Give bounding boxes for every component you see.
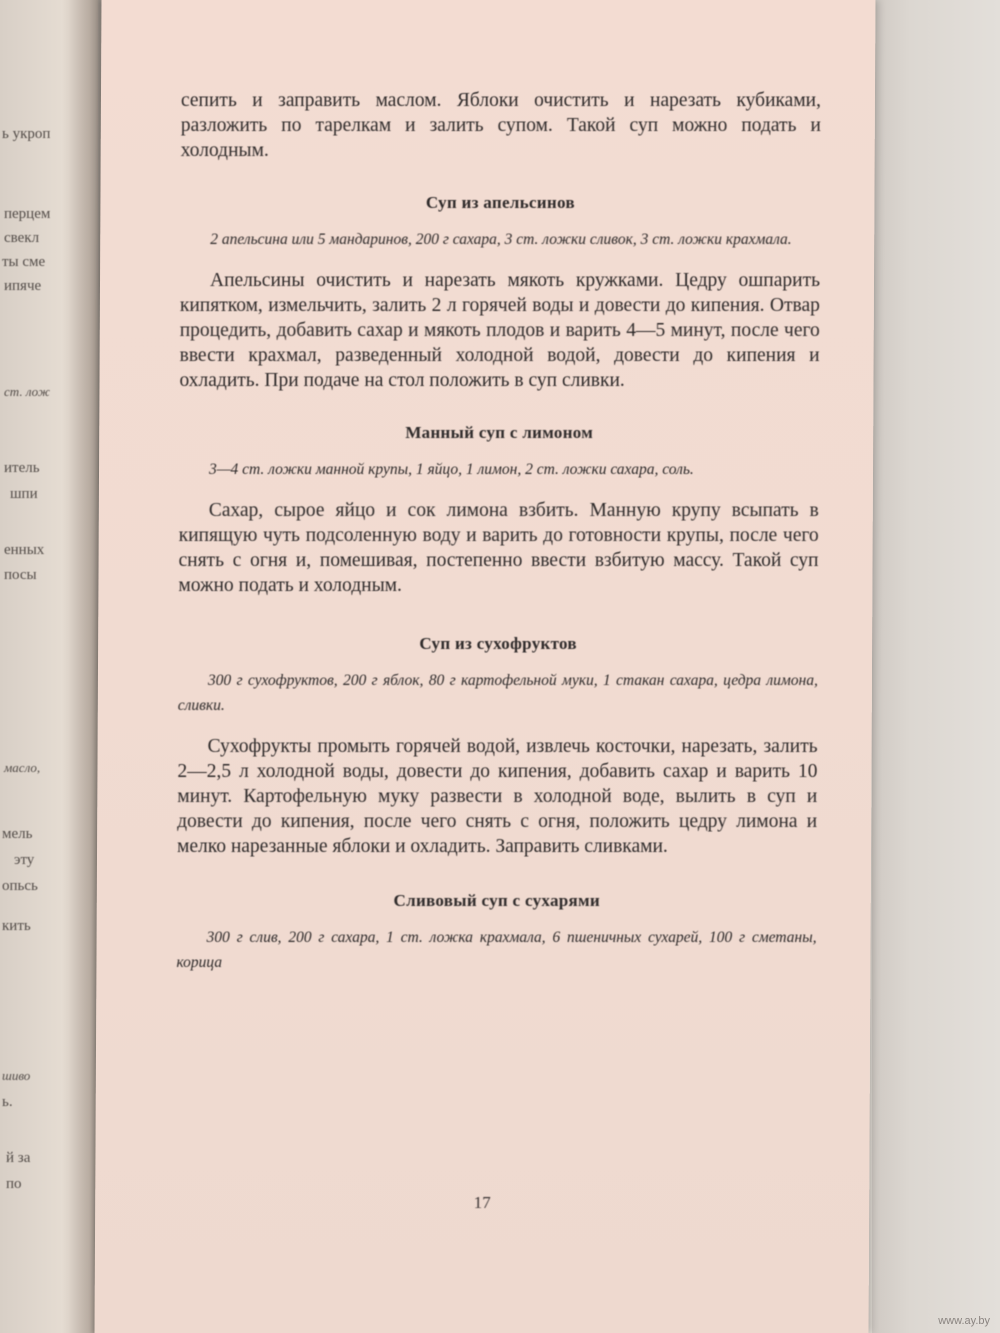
page-content [176,88,821,991]
left-page-fragment: шпи [10,486,38,502]
recipe-method: Сухофрукты промыть горячей водой, извлечь косточки, нарезать, залить 2—2,5 л холодной воды, довести до кипения, добавить сахар и варить 10 минут. Картофельную муку развести в холодной воде, вылить в суп и довести до кипения, после чего снять с огня, положить цедру лимона и мелко нарезанные яблоки и охладить. Заправить сливками. [177,736,818,857]
left-page-fragment: эту [14,852,35,868]
book-page [95,0,876,1333]
table-background [872,0,1000,1333]
left-page-fragment: ипяче [4,278,42,294]
recipe-method: Сахар, сырое яйцо и сок лимона взбить. Манную крупу всыпать в кипящую чуть подсоленную воду и варить до готовности крупы, после чего снять с огня и, помешивая, постепенно ввести взбитую массу. Такой суп можно подать и холодным. [178,500,819,596]
recipe-ingredients: 300 г слив, 200 г сахара, 1 ст. ложка крахмала, 6 пшеничных сухарей, 100 г сметаны, корица [176,929,817,971]
left-page-fragment: перцем [4,206,51,222]
left-page-fragment: ь укроп [2,126,51,142]
page-number: 17 [473,1193,491,1212]
recipe-ingredients: 300 г сухофруктов, 200 г яблок, 80 г картофельной муки, 1 стакан сахара, цедра лимона, сливки. [177,672,818,714]
left-page-fragment: опьсь [2,878,38,894]
recipe-title: Сливовый суп с сухарями [393,891,601,910]
left-page-fragment: посы [4,567,37,583]
left-page-fragment: мель [2,826,33,842]
recipe-ingredients: 3—4 ст. ложки манной крупы, 1 яйцо, 1 лимон, 2 ст. ложки сахара, соль. [208,461,694,478]
left-page-fragment: свекл [4,230,40,246]
left-page-fragment: итель [4,460,40,476]
watermark: www.ay.by [938,1315,990,1327]
recipe-ingredients: 2 апельсина или 5 мандаринов, 200 г сахара, 3 ст. ложки сливок, 3 ст. ложки крахмала. [210,231,792,248]
left-page-fragment: шиво [2,1068,31,1083]
intro-paragraph: сепить и заправить маслом. Яблоки очистить и нарезать кубиками, разложить по тарелкам и залить супом. Такой суп можно подать и холодным. [180,90,822,161]
recipe-title: Суп из сухофруктов [419,634,577,653]
left-page-fragment: ь. [2,1094,13,1110]
left-page-fragment: ст. лож [4,384,50,399]
left-page-fragment: енных [4,542,45,558]
left-page-fragment: ты сме [2,254,46,270]
left-page-fragment: по [6,1176,22,1192]
recipe-title: Суп из апельсинов [425,193,575,212]
left-page-fragment: й за [6,1150,31,1166]
left-page-fragment: кить [2,918,31,934]
recipe-method: Апельсины очистить и нарезать мякоть кружками. Цедру ошпарить кипятком, измельчить, залить 2 л горячей воды и довести до кипения. Отвар процедить, добавить сахар и мякоть плодов и варить 4—5 минут, после чего ввести крахмал, разведенный холодной водой, довести до кипения и охладить. При подаче на стол положить в суп сливки. [179,270,821,391]
recipe-title: Манный суп с лимоном [405,423,594,442]
left-page-fragment: масло, [4,760,41,775]
